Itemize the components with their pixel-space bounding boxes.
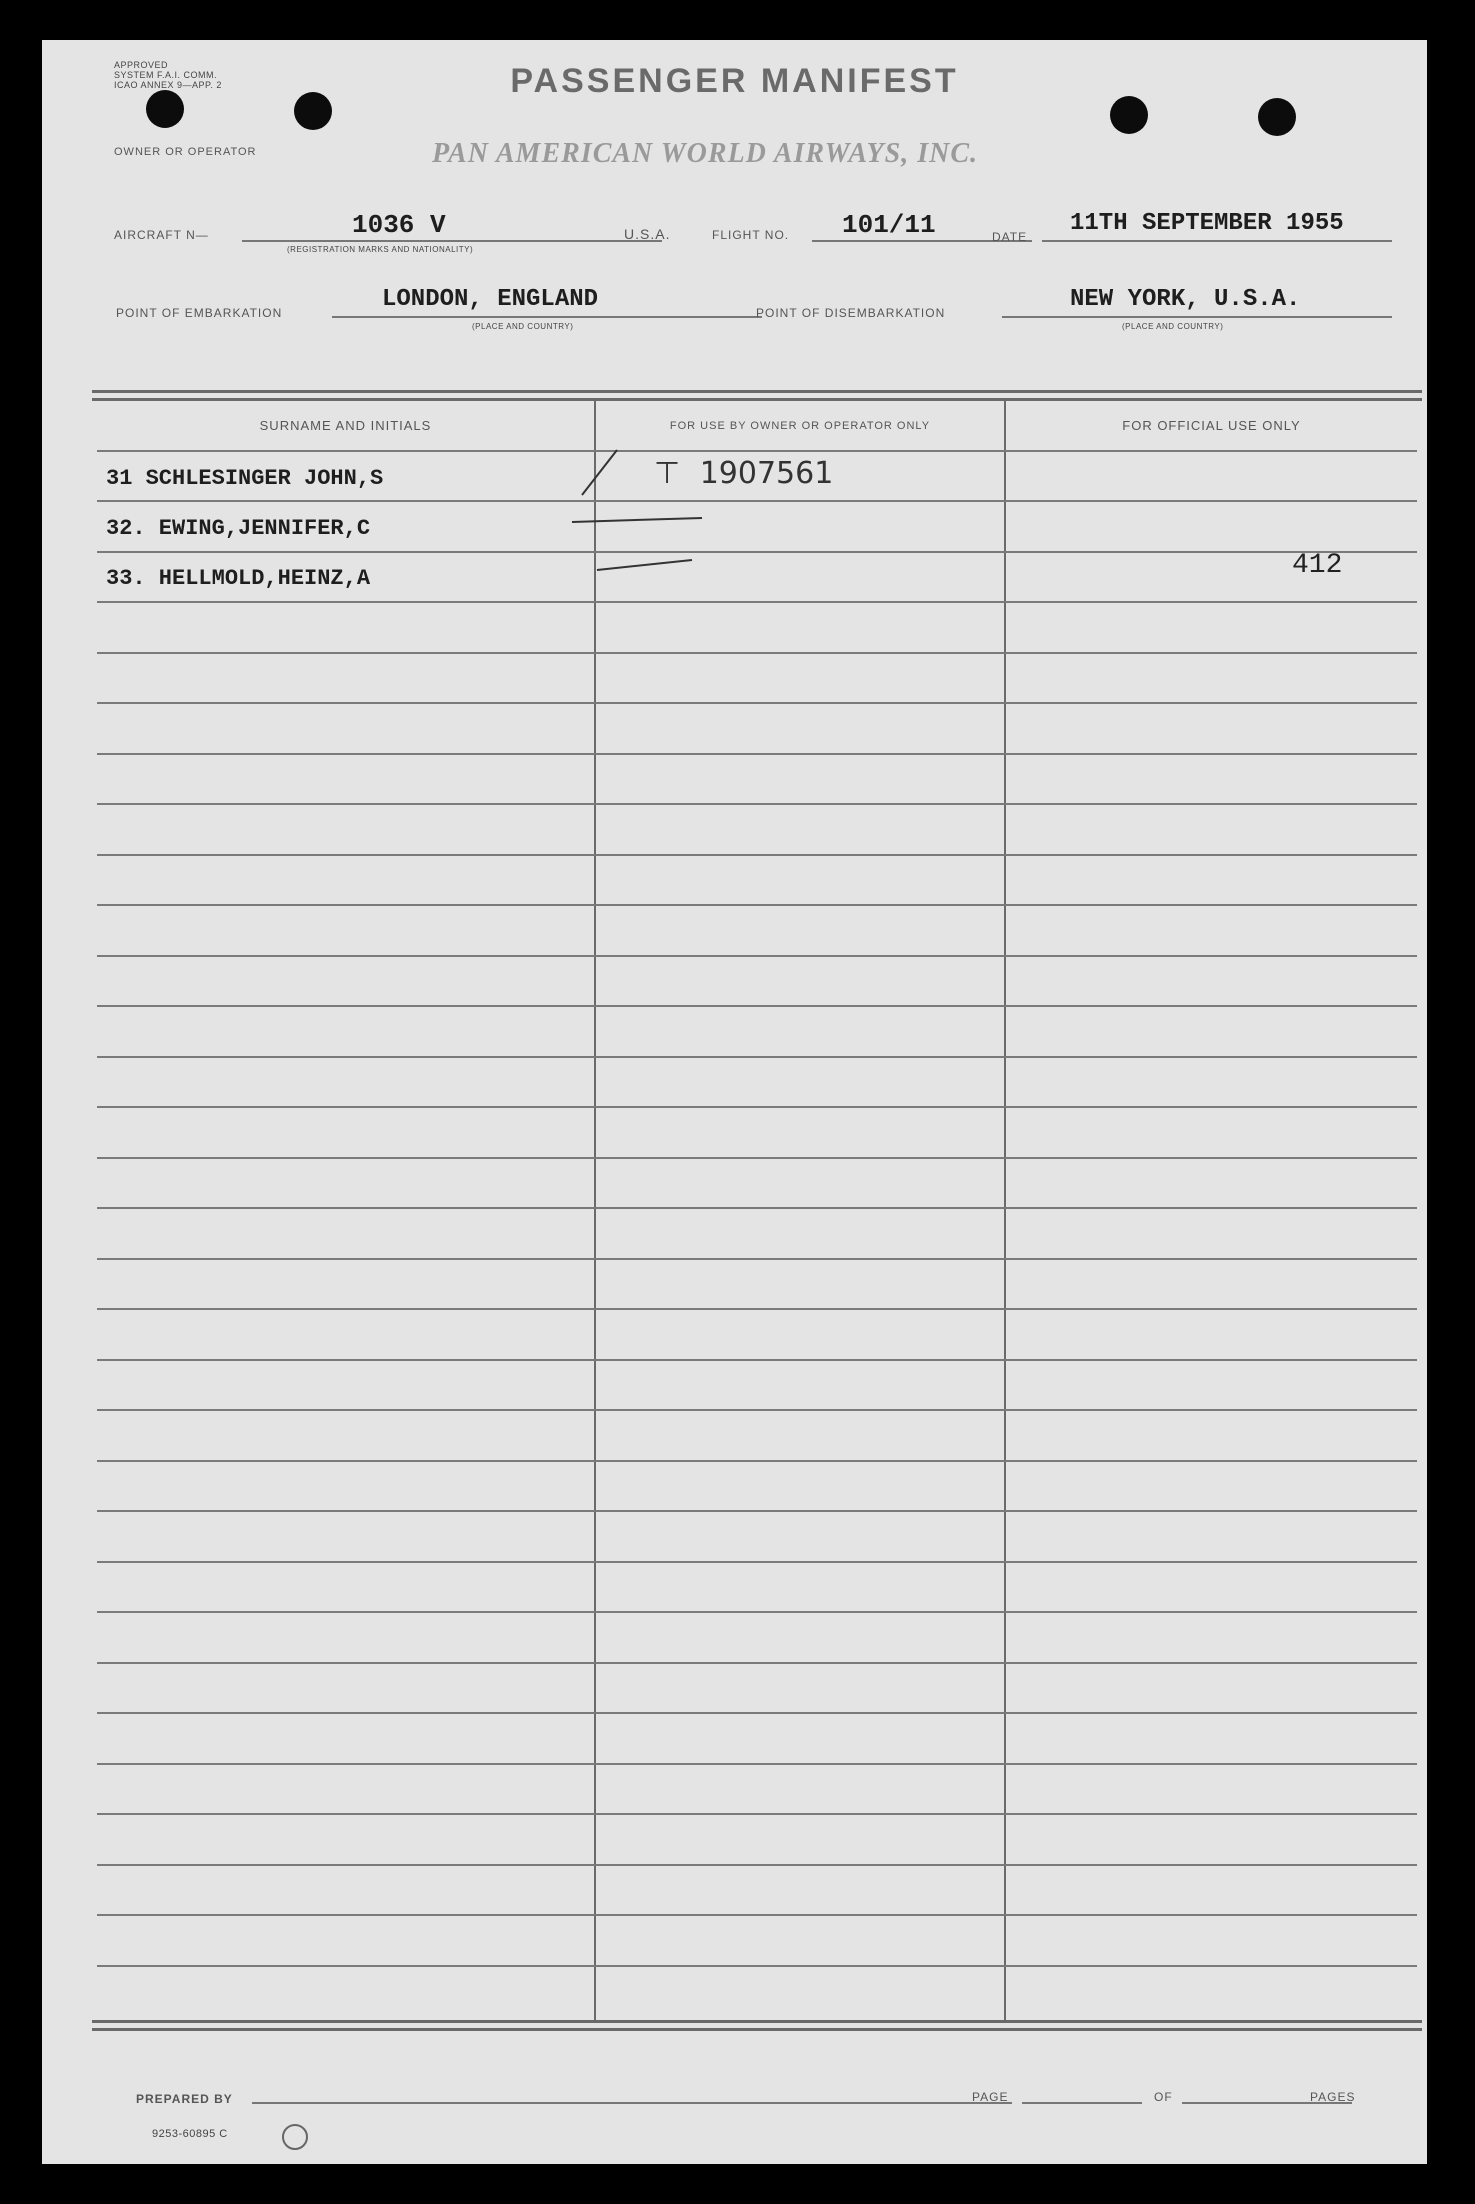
punch-hole <box>1110 96 1148 134</box>
table-top-rule <box>92 390 1422 401</box>
row-rule <box>97 1763 1417 1765</box>
row-rule <box>97 652 1417 654</box>
union-bug-stamp <box>282 2124 308 2150</box>
row-rule <box>97 1813 1417 1815</box>
manifest-page <box>42 40 1427 2164</box>
row-rule <box>97 1662 1417 1664</box>
row-rule <box>97 1005 1417 1007</box>
row-rule <box>97 753 1417 755</box>
date-value: 11TH SEPTEMBER 1955 <box>1070 210 1344 237</box>
disembark-underline <box>1002 316 1392 318</box>
page-underline <box>1022 2102 1142 2104</box>
row-rule <box>97 1157 1417 1159</box>
row-rule <box>97 1106 1417 1108</box>
row-rule <box>97 904 1417 906</box>
owner-entry: ⊤ 1907561 <box>654 456 834 491</box>
check-stroke <box>572 518 702 522</box>
row-rule <box>97 1409 1417 1411</box>
row-rule <box>97 1965 1417 1967</box>
row-rule <box>97 1258 1417 1260</box>
column-divider <box>1004 400 1006 2020</box>
prepared-label: PREPARED BY <box>136 2092 233 2106</box>
row-rule <box>97 1712 1417 1714</box>
flight-label: FLIGHT NO. <box>712 228 790 242</box>
embark-label: POINT OF EMBARKATION <box>116 306 283 320</box>
date-label: DATE <box>992 230 1028 244</box>
approval-line: SYSTEM F.A.I. COMM. <box>114 70 218 80</box>
registration-caption: (REGISTRATION MARKS AND NATIONALITY) <box>287 245 474 254</box>
row-rule <box>97 955 1417 957</box>
row-rule <box>97 1056 1417 1058</box>
aircraft-value: 1036 V <box>352 210 446 240</box>
row-rule <box>97 1308 1417 1310</box>
form-number: 9253-60895 C <box>152 2128 228 2140</box>
row-rule <box>97 1561 1417 1563</box>
ticket-number: 1907561 <box>699 456 834 491</box>
passenger-name: 32. EWING,JENNIFER,C <box>106 516 371 541</box>
row-rule <box>97 803 1417 805</box>
check-marks <box>532 440 712 600</box>
date-underline <box>1042 240 1392 242</box>
flight-value: 101/11 <box>842 210 936 240</box>
row-rule <box>97 500 1417 502</box>
official-entry: 412 <box>1292 550 1343 581</box>
row-rule <box>97 854 1417 856</box>
embark-caption: (PLACE AND COUNTRY) <box>472 322 574 331</box>
passenger-name: 31 SCHLESINGER JOHN,S <box>106 466 384 491</box>
approval-line: APPROVED <box>114 60 169 70</box>
header-surname: SURNAME AND INITIALS <box>259 418 432 433</box>
page-title: PASSENGER MANIFEST <box>510 62 959 100</box>
passenger-name: 33. HELLMOLD,HEINZ,A <box>106 566 371 591</box>
embark-value: LONDON, ENGLAND <box>382 286 599 313</box>
row-rule <box>97 1864 1417 1866</box>
column-divider <box>594 400 596 2020</box>
table-bottom-rule <box>92 2020 1422 2031</box>
row-rule <box>97 1611 1417 1613</box>
page-label: PAGE <box>972 2090 1009 2104</box>
aircraft-underline <box>242 240 662 242</box>
check-stroke <box>582 450 617 495</box>
header-official: FOR OFFICIAL USE ONLY <box>1122 418 1301 433</box>
embark-underline <box>332 316 762 318</box>
usa-label: U.S.A. <box>624 226 671 242</box>
row-rule <box>97 1207 1417 1209</box>
approval-line: ICAO ANNEX 9—APP. 2 <box>114 80 222 90</box>
punch-hole <box>1258 98 1296 136</box>
row-rule <box>97 601 1417 603</box>
of-label: OF <box>1154 2090 1173 2104</box>
check-stroke <box>597 560 692 570</box>
row-rule <box>97 1460 1417 1462</box>
header-owner: FOR USE BY OWNER OR OPERATOR ONLY <box>669 420 931 432</box>
row-rule <box>97 450 1417 452</box>
owner-label: OWNER OR OPERATOR <box>114 146 257 158</box>
disembark-caption: (PLACE AND COUNTRY) <box>1122 322 1224 331</box>
disembark-label: POINT OF DISEMBARKATION <box>756 306 946 320</box>
prepared-underline <box>252 2102 1012 2104</box>
row-rule <box>97 1359 1417 1361</box>
aircraft-label: AIRCRAFT N— <box>114 228 209 242</box>
pages-label: PAGES <box>1310 2090 1356 2104</box>
row-rule <box>97 1510 1417 1512</box>
row-rule <box>97 702 1417 704</box>
airline-name: PAN AMERICAN WORLD AIRWAYS, INC. <box>432 138 979 169</box>
row-rule <box>97 551 1417 553</box>
row-rule <box>97 1914 1417 1916</box>
disembark-value: NEW YORK, U.S.A. <box>1070 286 1301 313</box>
